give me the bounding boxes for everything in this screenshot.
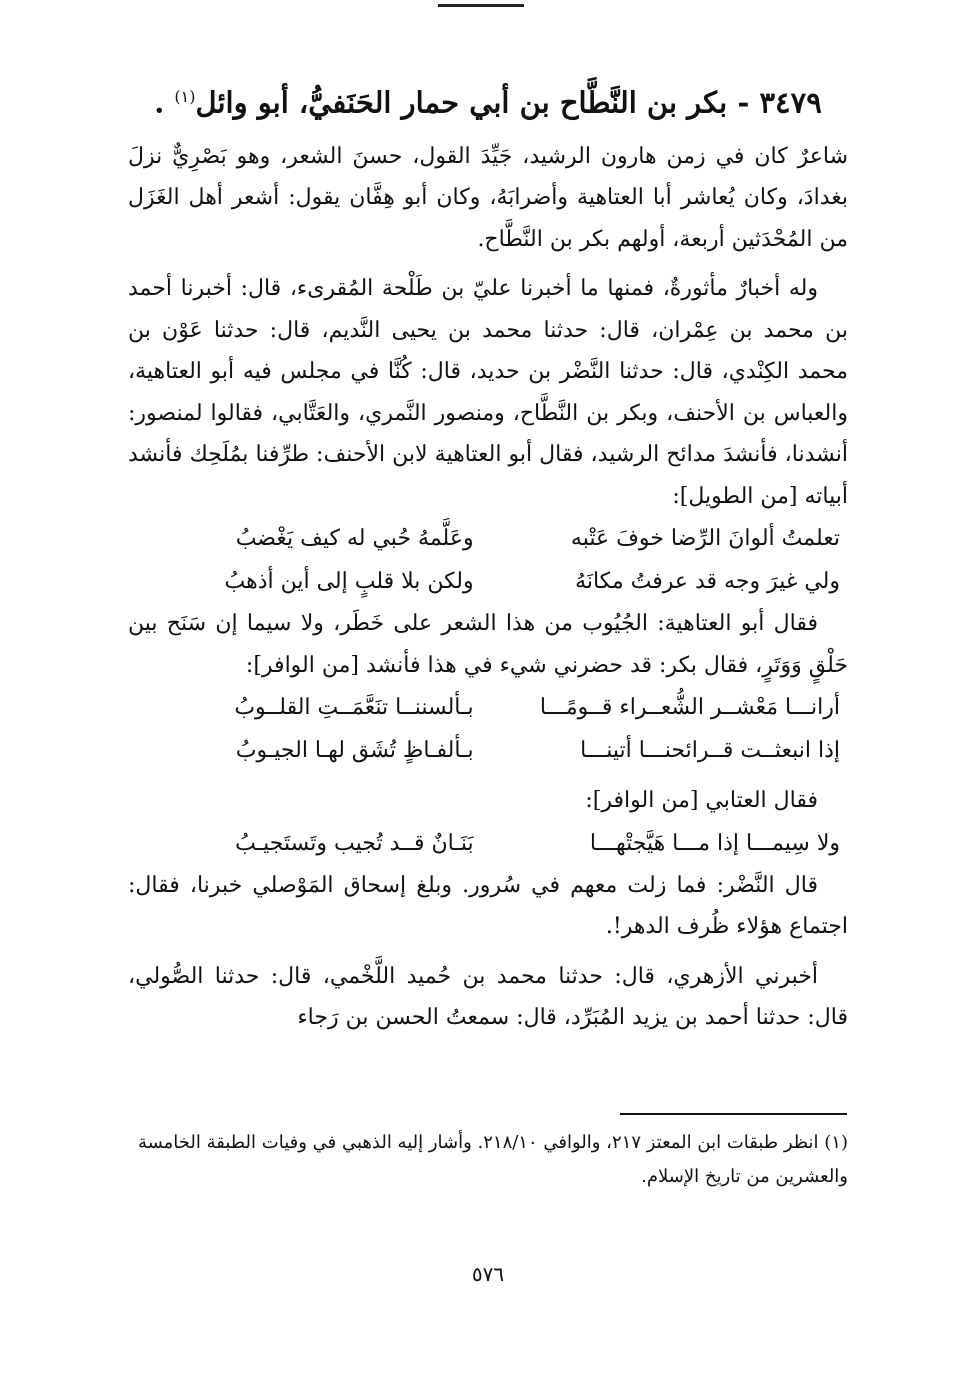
paragraph-attabi: فقال العتابي [من الوافر]: bbox=[585, 788, 818, 814]
verse-line bbox=[128, 560, 848, 603]
verse-line bbox=[128, 822, 848, 865]
verse-hemistich: وعَلَّمهُ حُبي له كيف يَغْضبُ bbox=[235, 526, 474, 552]
top-rule bbox=[438, 4, 524, 7]
verse-line bbox=[128, 517, 848, 560]
verse-hemistich: بَنَـانٌ قــد تُجيب وتَستَجيـبُ bbox=[235, 830, 474, 856]
verse-hemistich: بـألفـاظٍ تُشَق لهـا الجيـوبُ bbox=[235, 738, 474, 764]
entry-period: . bbox=[154, 85, 165, 120]
verse-line bbox=[128, 729, 848, 772]
page-number: ٥٧٦ bbox=[471, 1262, 505, 1286]
footnote-ref: (١) bbox=[174, 87, 196, 106]
entry-heading bbox=[128, 72, 848, 128]
entry-number: ٣٤٧٩ bbox=[759, 85, 822, 120]
verse-hemistich: إذا انبعثــت قــرائحنـــا أتينـــا bbox=[580, 738, 840, 764]
verse-hemistich: ولي غيرَ وجه قد عرفتُ مكانَهُ bbox=[575, 569, 840, 595]
verse-hemistich: ولا سِيمـــا إذا مـــا هَيَّجتْهـــا bbox=[589, 830, 840, 856]
verse-line bbox=[128, 686, 848, 729]
paragraph-azhari: أخبرني الأزهري، قال: حدثنا محمد بن حُميد اللَّخْمي، قال: حدثنا الصُّولي، قال: حدثنا أحمد بن يزيد المُبَرِّد، قال: سمعتُ الحسن بن رَجاء bbox=[128, 963, 848, 1031]
paragraph-abu-atahiya: فقال أبو العتاهية: الجُيُوب من هذا الشعر على خَطَر، ولا سيما إن سَنَح بين حَلْقٍ وَوَتَرٍ، فقال بكر: قد حضرني شيء في هذا فأنشد [من الوافر]: bbox=[128, 611, 848, 678]
footnote: (١) انظر طبقات ابن المعتز ٢١٧، والوافي ٢١٨/١٠. وأشار إليه الذهبي في وفيات الطبقة الخامسة والعشرين من تاريخ الإسلام. bbox=[137, 1132, 848, 1187]
verse-hemistich: بـألسننــا تنَعَّمَــتِ القلــوبُ bbox=[234, 695, 474, 721]
verse-hemistich: أرانـــا مَعْشــر الشُّعــراء قــومًـــا bbox=[539, 695, 840, 721]
paragraph-intro: شاعرٌ كان في زمن هارون الرشيد، جَيِّدَ القول، حسنَ الشعر، وهو بَصْرِيٌّ نزلَ بغدادَ، وكان يُعاشر أبا العتاهية وأضرابَهُ، وكان أبو هِفَّان يقول: أشعر أهل الغَزَل من المُحْدَثين أربعة، أولهم بكر بن النَّطَّاح. bbox=[128, 143, 848, 252]
verse-hemistich: تعلمتُ ألوانَ الرِّضا خوفَ عَتْبه bbox=[570, 526, 840, 552]
verse-hemistich: ولكن بلا قلبٍ إلى أين أذهبُ bbox=[224, 569, 474, 595]
paragraph-nadr: قال النَّضْر: فما زلت معهم في سُرور. وبلغ إسحاق المَوْصلي خبرنا، فقال: اجتماع هؤلاء ظُرف الدهر!. bbox=[128, 872, 848, 940]
page-content bbox=[128, 72, 848, 1039]
entry-title: - بكر بن النَّطَّاح بن أبي حمار الحَنَفيُّ، أبو وائل bbox=[195, 85, 750, 120]
footnote-rule bbox=[620, 1113, 847, 1115]
paragraph-report: وله أخبارٌ مأثورةٌ، فمنها ما أخبرنا عليّ بن طَلْحة المُقرىء، قال: أخبرنا أحمد بن محمد بن عِمْران، قال: حدثنا محمد بن يحيى النَّديم، قال: حدثنا عَوْن بن محمد الكِنْدي، قال: حدثنا النَّضْر بن حديد، قال: كُنَّا في مجلس فيه أبو العتاهية، والعباس بن الأحنف، وبكر بن النَّطَّاح، ومنصور النَّمري، والعَتَّابي، فقالوا لمنصور: أنشدنا، فأنشدَ مدائح الرشيد، فقال أبو العتاهية لابن الأحنف: طرِّفنا بمُلَحِك فأنشد أبياته [من الطويل]: bbox=[128, 276, 848, 509]
